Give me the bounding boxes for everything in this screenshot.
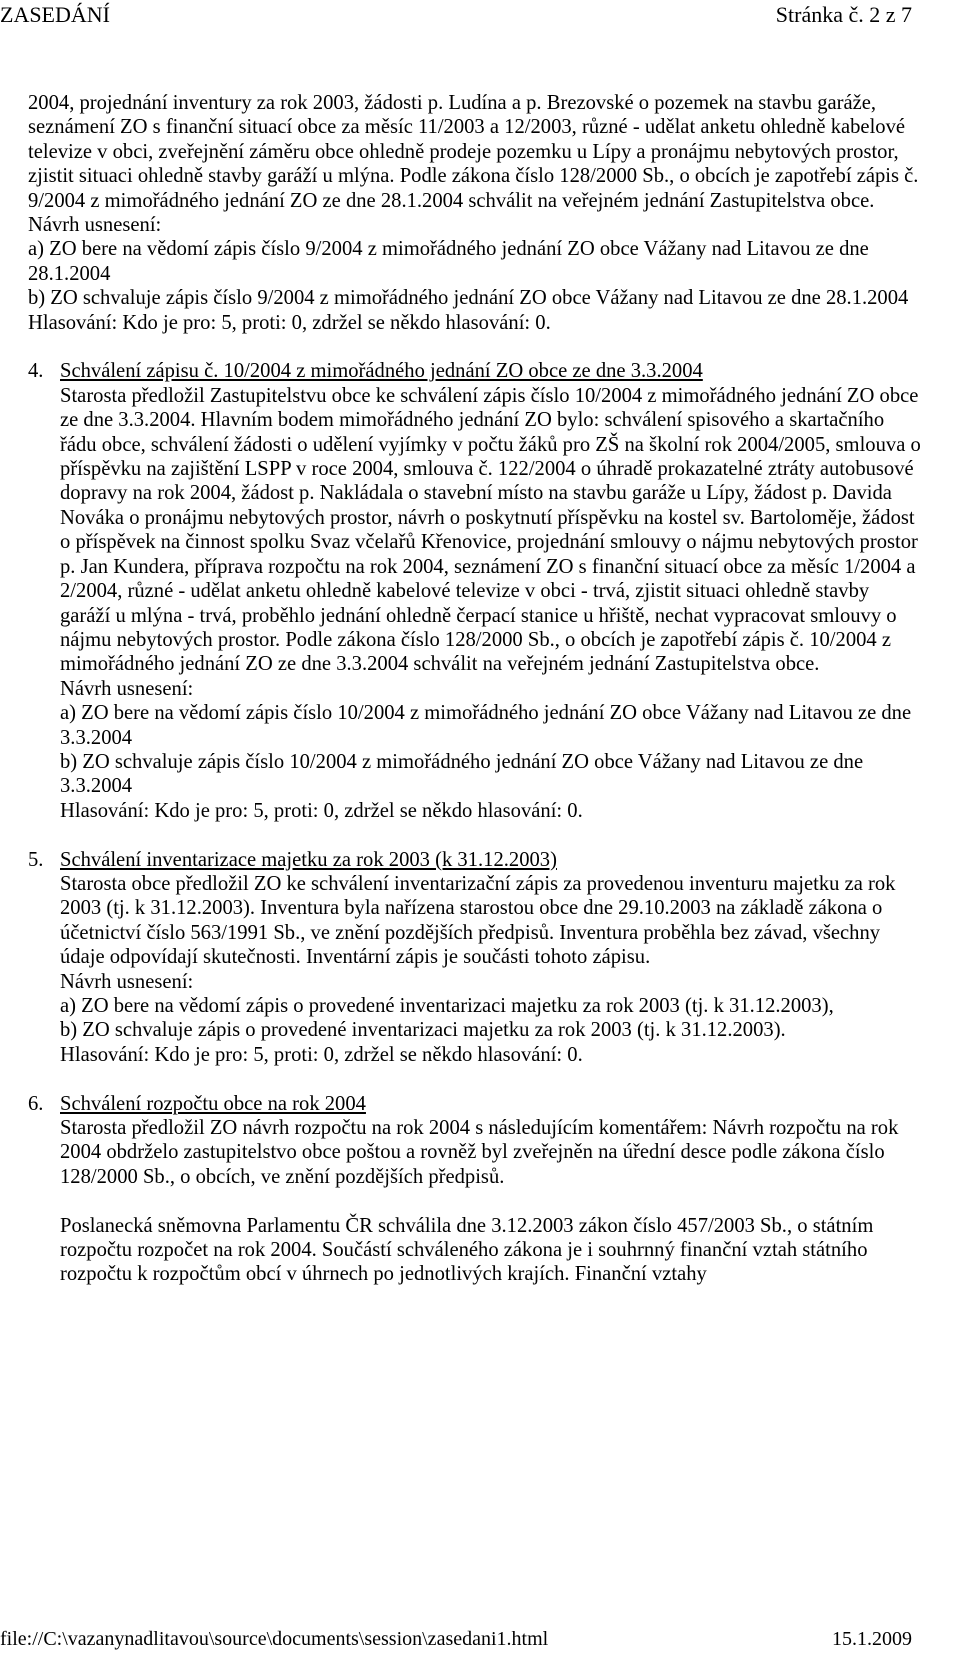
item-title: Schválení zápisu č. 10/2004 z mimořádného jednání ZO obce ze dne 3.3.2004 <box>60 360 703 383</box>
footer-file-path: file://C:\vazanynadlitavou\source\documents\session\zasedani1.html <box>0 1628 549 1650</box>
document-header-title: ZASEDÁNÍ <box>0 2 110 27</box>
resolution-b: b) ZO schvaluje zápis o provedené inventarizaci majetku za rok 2003 (tj. k 31.12.2003). <box>60 1019 786 1042</box>
document-body <box>28 91 924 1287</box>
resolution-label: Návrh usnesení: <box>28 214 162 237</box>
item-body: Starosta předložil ZO návrh rozpočtu na rok 2004 s následujícím komentářem: Návrh rozpočtu na rok 2004 obdrželo zastupitelstvo obce poštou a rovněž byl zveřejněn na úřední desce podle zákona číslo 128/2000 Sb., o obcích, ve znění pozdějších předpisů. <box>60 1117 899 1188</box>
resolution-label: Návrh usnesení: <box>60 970 194 993</box>
item-body: Starosta obce předložil ZO ke schválení inventarizační zápis za provedenou inventuru majetku za rok 2003 (tj. k 31.12.2003). Inventura byla nařízena starostou obce dne 29.10.2003 na základě zákona o účetnictví číslo 563/1991 Sb., ve znění pozdějších předpisů. Inventura proběhla bez závad, všechny údaje odpovídají skutečnosti. Inventární zápis je součásti tohoto zápisu. <box>60 872 896 969</box>
vote-result: Hlasování: Kdo je pro: 5, proti: 0, zdržel se někdo hlasování: 0. <box>60 799 583 822</box>
resolution-a: a) ZO bere na vědomí zápis o provedené inventarizaci majetku za rok 2003 (tj. k 31.12.2003), <box>60 995 834 1017</box>
item-body-continued: Poslanecká sněmovna Parlamentu ČR schválila dne 3.12.2003 zákon číslo 457/2003 Sb., o státním rozpočtu rozpočet na rok 2004. Součástí schváleného zákona je i souhrnný finanční vztah státního rozpočtu k rozpočtům obcí v úhrnech po jednotlivých krajích. Finanční vztahy <box>60 1214 874 1286</box>
vote-result: Hlasování: Kdo je pro: 5, proti: 0, zdržel se někdo hlasování: 0. <box>60 1043 583 1066</box>
item-body: Starosta předložil Zastupitelstvu obce ke schválení zápis číslo 10/2004 z mimořádného jednání ZO obce ze dne 3.3.2004. Hlavním bodem mimořádného jednání ZO bylo: schválení spisového a skartačního řádu obce, schválení žádosti o udělení vyjímky v počtu žáků pro ZŠ na školní rok 2004/2005, smlouva o příspěvku na zajištění LSPP v roce 2004, smlouva č. 122/2004 o úhradě prokazatelné ztráty autobusové dopravy na rok 2004, žádost p. Nakládala o stavební místo na stavbu garáže u Lípy, žádost p. Davida Nováka o pronájmu nebytových prostor, návrh o poskytnutí příspěvku na kostel sv. Bartoloměje, žádost o příspěvek na činnost spolku Svaz včelařů Křenovice, projednání smlouvy o nájmu nebytových prostor p. Jan Kundera, příprava rozpočtu na rok 2004, seznámení ZO s finanční situací obce za měsíc 1/2004 a 2/2004, různé - udělat anketu ohledně kabelové televize v obci - trvá, zjistit situaci ohledně stavby garáží u mlýna - trvá, proběhlo jednání ohledně čerpací stanice u hřiště, nechat vypracovat smlouvy o nájmu nebytových prostor. Podle zákona číslo 128/2000 Sb., o obcích je zapotřebí zápis č. 10/2004 z mimořádného jednání ZO ze dne 3.3.2004 schválit na veřejném jednání Zastupitelstva obce. <box>60 384 921 676</box>
agenda-item-6 <box>28 1092 924 1287</box>
resolution-label: Návrh usnesení: <box>60 677 194 700</box>
vote-result: Hlasování: Kdo je pro: 5, proti: 0, zdržel se někdo hlasování: 0. <box>28 311 551 334</box>
resolution-a: a) ZO bere na vědomí zápis číslo 10/2004 z mimořádného jednání ZO obce Vážany nad Litavou ze dne 3.3.2004 <box>60 702 912 749</box>
item-number: 4. <box>28 360 44 383</box>
continuation-paragraph: 2004, projednání inventury za rok 2003, žádosti p. Ludína a p. Brezovské o pozemek na stavbu garáže, seznámení ZO s finanční situací obce za měsíc 11/2003 a 12/2003, různé - udělat anketu ohledně kabelové televize v obci, zveřejnění záměru obce ohledně prodeje pozemku u Lípy a pronájmu nebytových prostor, zjistit situaci ohledně stavby garáží u mlýna. Podle zákona číslo 128/2000 Sb., o obcích je zapotřebí zápis č. 9/2004 z mimořádného jednání ZO ze dne 28.1.2004 schválit na veřejném jednání Zastupitelstva obce. <box>28 92 919 212</box>
page-number: Stránka č. 2 z 7 <box>775 2 912 27</box>
item-title: Schválení inventarizace majetku za rok 2003 (k 31.12.2003) <box>60 848 557 871</box>
item-title: Schválení rozpočtu obce na rok 2004 <box>60 1092 366 1115</box>
resolution-b: b) ZO schvaluje zápis číslo 9/2004 z mimořádného jednání ZO obce Vážany nad Litavou ze dne 28.1.2004 <box>28 287 909 310</box>
resolution-a: a) ZO bere na vědomí zápis číslo 9/2004 z mimořádného jednání ZO obce Vážany nad Litavou ze dne 28.1.2004 <box>28 238 869 285</box>
agenda-item-4 <box>28 359 924 823</box>
footer-date: 15.1.2009 <box>832 1628 912 1650</box>
resolution-b: b) ZO schvaluje zápis číslo 10/2004 z mimořádného jednání ZO obce Vážany nad Litavou ze dne 3.3.2004 <box>60 750 864 798</box>
agenda-item-5 <box>28 848 924 1068</box>
item-number: 5. <box>28 848 44 871</box>
item-number: 6. <box>28 1092 44 1115</box>
